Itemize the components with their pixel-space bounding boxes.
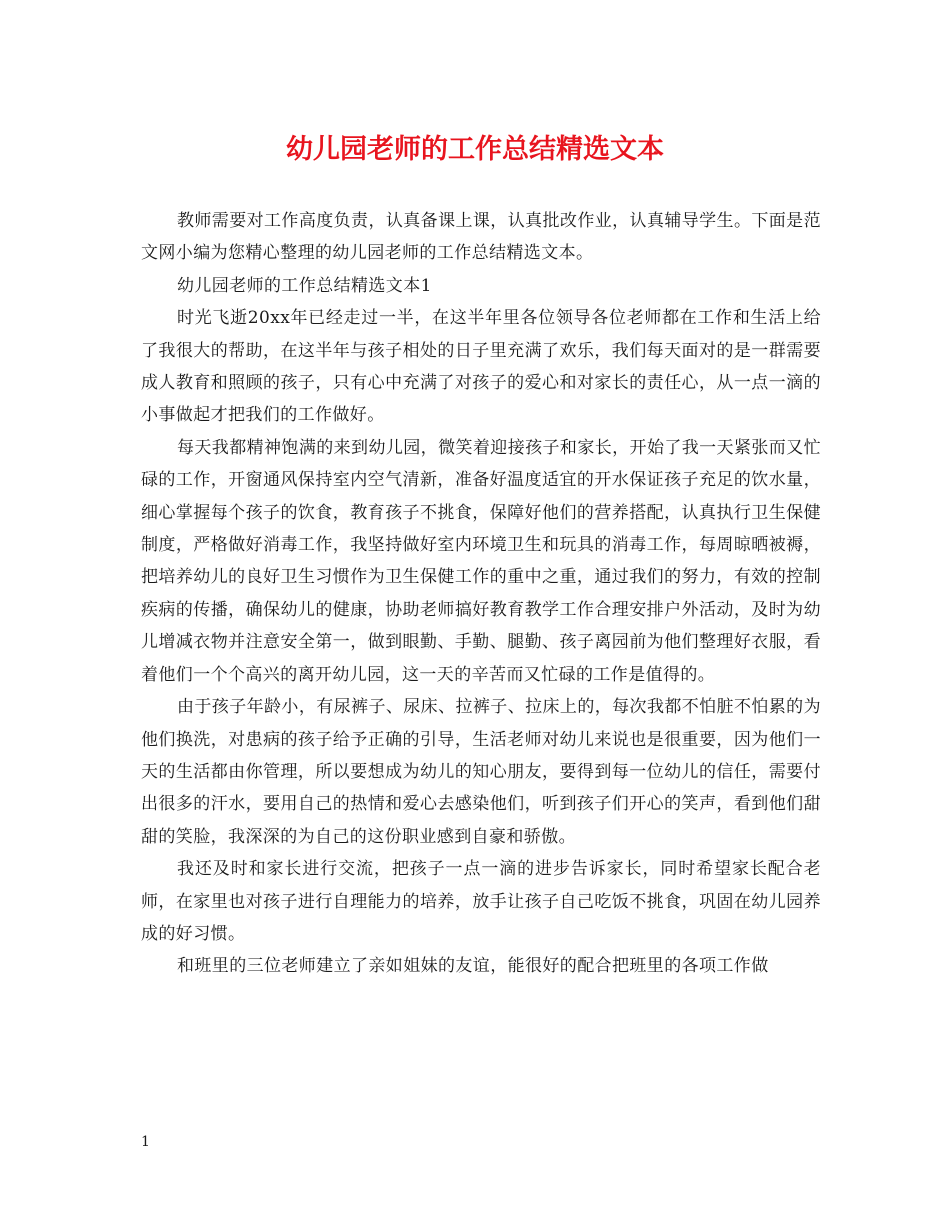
document-body [141, 205, 821, 983]
body-paragraph: 我还及时和家长进行交流，把孩子一点一滴的进步告诉家长，同时希望家长配合老师，在家里也对孩子进行自理能力的培养，放手让孩子自己吃饭不挑食，巩固在幼儿园养成的好习惯。 [141, 859, 821, 944]
intro-paragraph: 教师需要对工作高度负责，认真备课上课，认真批改作业，认真辅导学生。下面是范文网小编为您精心整理的幼儿园老师的工作总结精选文本。 [141, 211, 821, 264]
body-paragraph: 每天我都精神饱满的来到幼儿园，微笑着迎接孩子和家长，开始了我一天紧张而又忙碌的工作，开窗通风保持室内空气清新，准备好温度适宜的开水保证孩子充足的饮水量，细心掌握每个孩子的饮食，教育孩子不挑食，保障好他们的营养搭配，认真执行卫生保健制度，严格做好消毒工作，我坚持做好室内环境卫生和玩具的消毒工作，每周晾晒被褥，把培养幼儿的良好卫生习惯作为卫生保健工作的重中之重，通过我们的努力，有效的控制疾病的传播，确保幼儿的健康，协助老师搞好教育教学工作合理安排户外活动，及时为幼儿增减衣物并注意安全第一，做到眼勤、手勤、腿勤、孩子离园前为他们整理好衣服，看着他们一个个高兴的离开幼儿园，这一天的辛苦而又忙碌的工作是值得的。 [141, 437, 821, 685]
page-number: 1 [141, 1134, 150, 1150]
section-heading: 幼儿园老师的工作总结精选文本1 [177, 275, 432, 296]
body-paragraph: 时光飞逝20xx年已经走过一半，在这半年里各位领导各位老师都在工作和生活上给了我很大的帮助，在这半年与孩子相处的日子里充满了欢乐，我们每天面对的是一群需要成人教育和照顾的孩子，只有心中充满了对孩子的爱心和对家长的责任心，从一点一滴的小事做起才把我们的工作做好。 [141, 308, 821, 426]
body-paragraph: 由于孩子年龄小，有尿裤子、尿床、拉裤子、拉床上的，每次我都不怕脏不怕累的为他们换洗，对患病的孩子给予正确的引导，生活老师对幼儿来说也是很重要，因为他们一天的生活都由你管理，所以要想成为幼儿的知心朋友，要得到每一位幼儿的信任，需要付出很多的汗水，要用自己的热情和爱心去感染他们，听到孩子们开心的笑声，看到他们甜甜的笑脸，我深深的为自己的这份职业感到自豪和骄傲。 [141, 697, 821, 847]
document-title: 幼儿园老师的工作总结精选文本 [286, 134, 664, 165]
body-paragraph: 和班里的三位老师建立了亲如姐妹的友谊，能很好的配合把班里的各项工作做 [177, 956, 769, 977]
